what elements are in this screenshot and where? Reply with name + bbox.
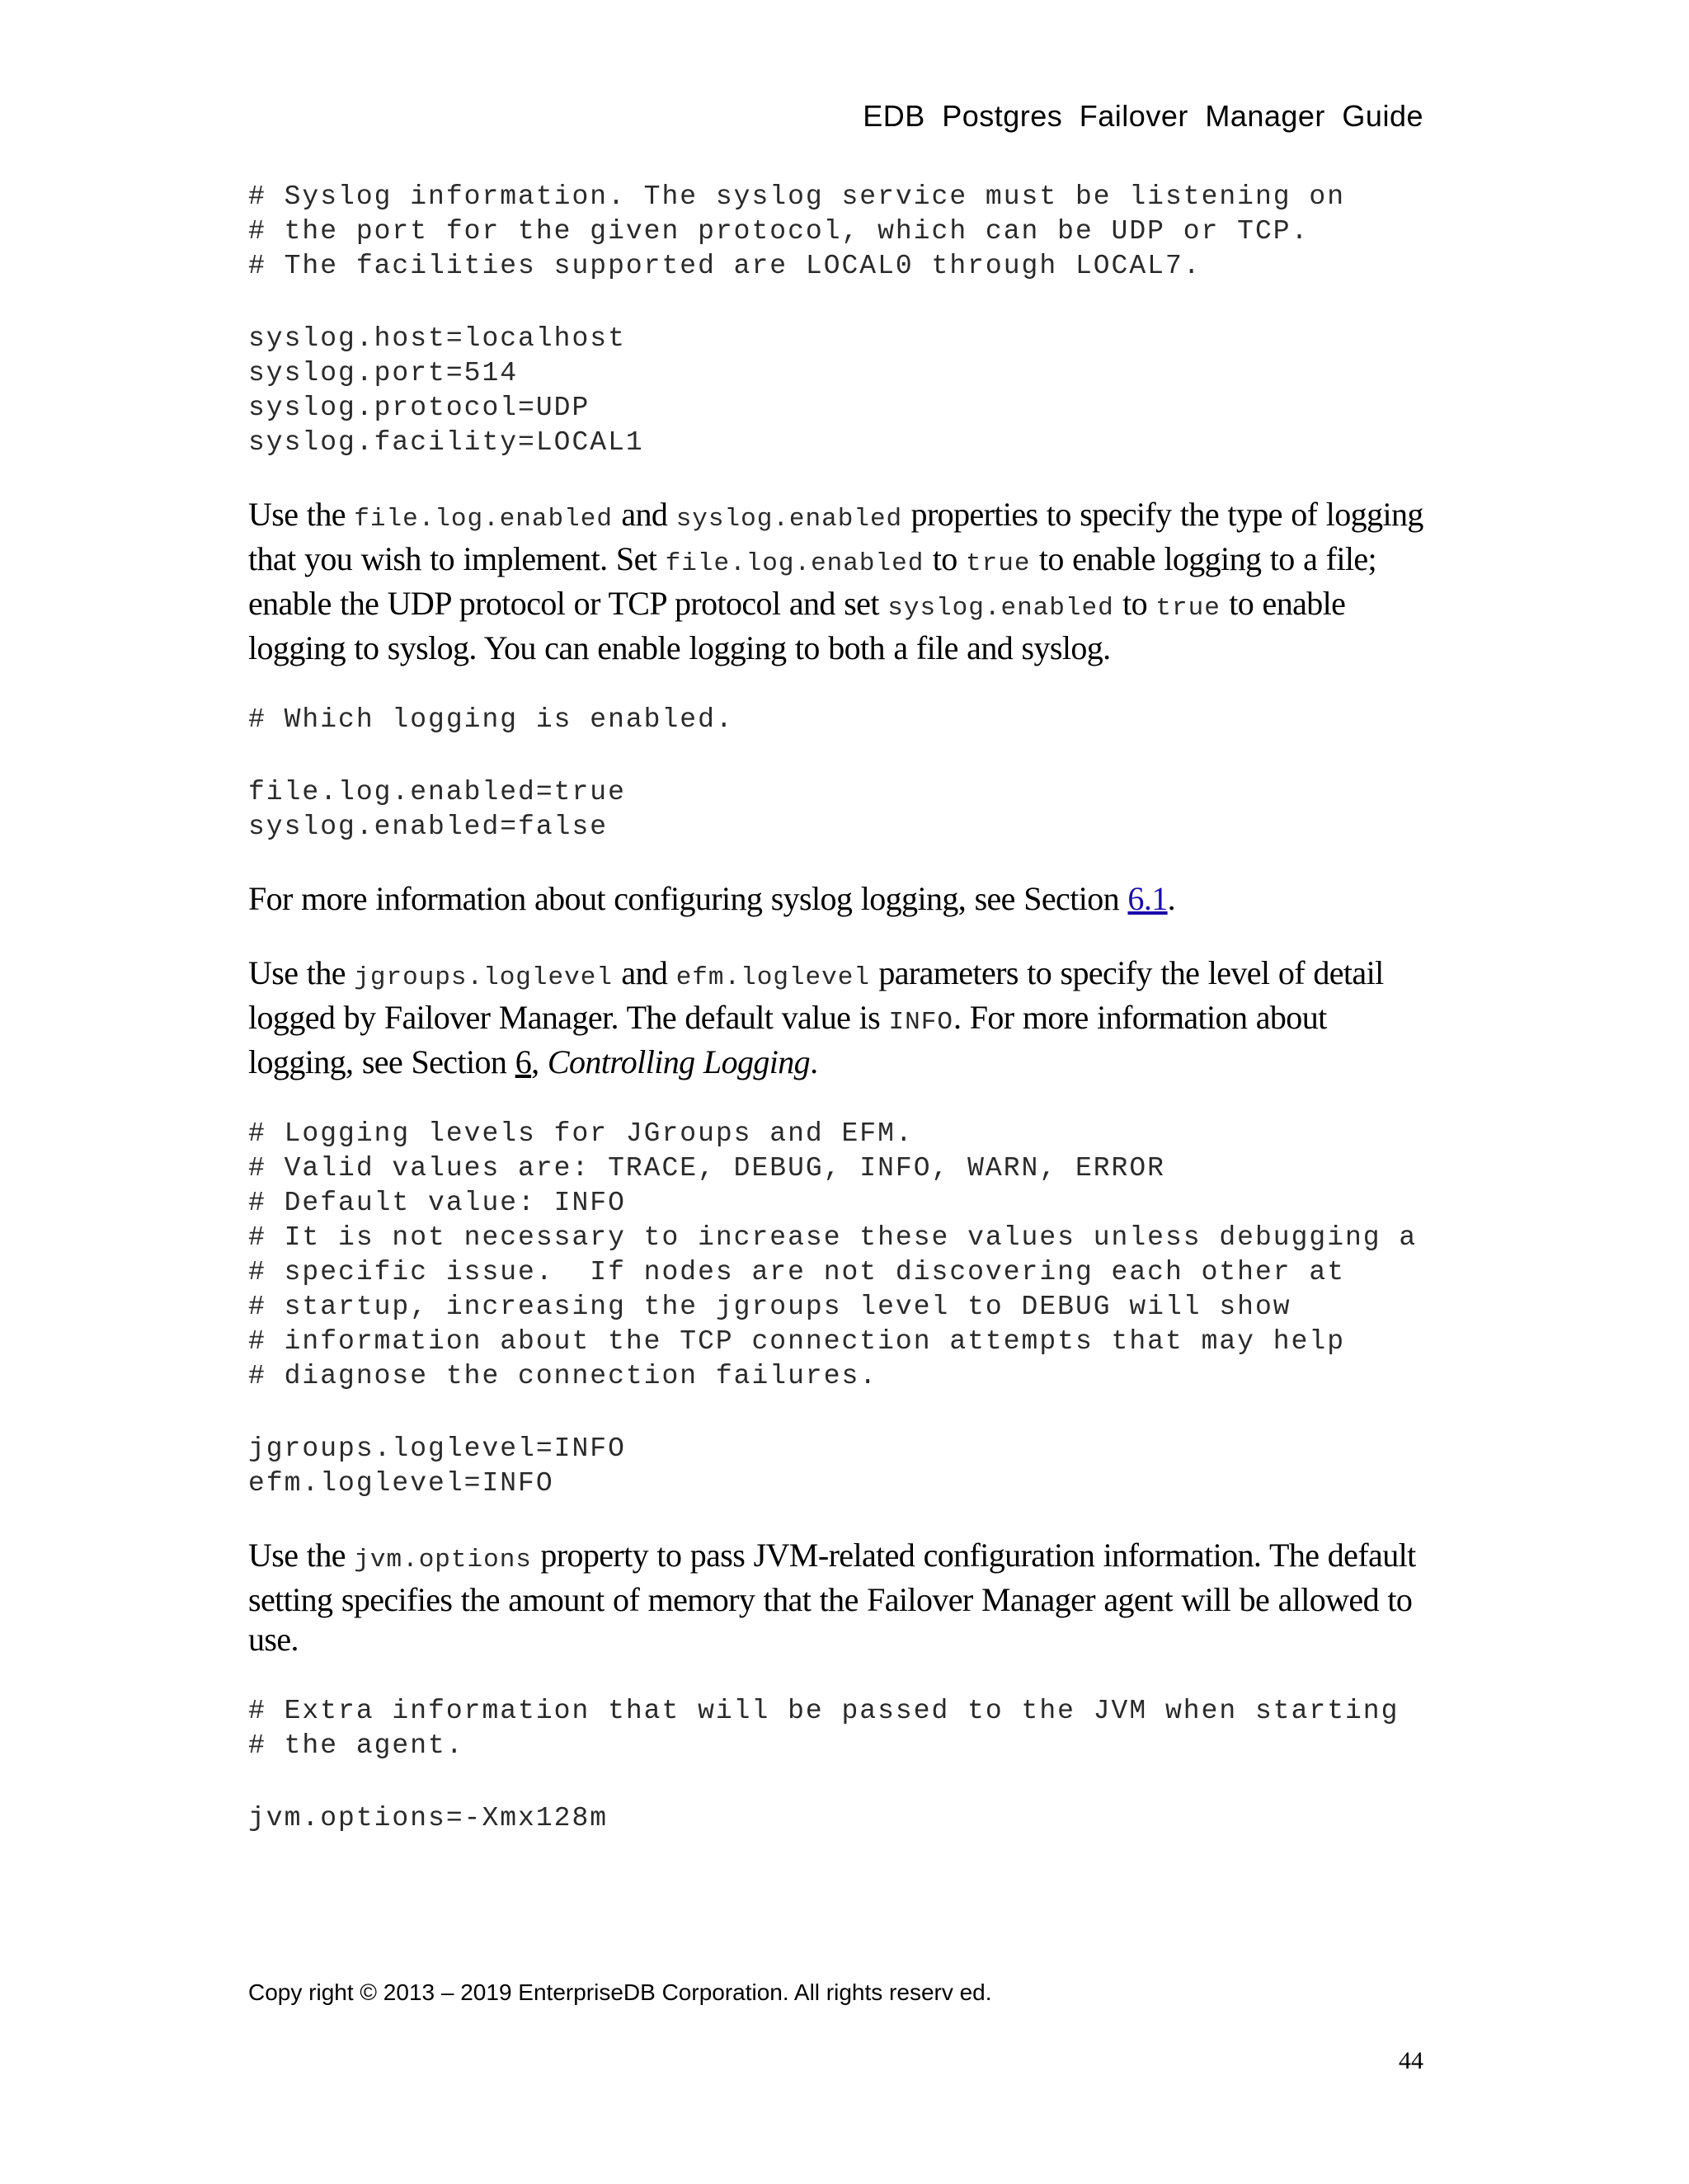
inline-code: syslog.enabled (675, 505, 903, 534)
text-run: . (1167, 880, 1176, 917)
page-header-title: EDB Postgres Failover Manager Guide (863, 99, 1423, 133)
page-body (248, 180, 1428, 1836)
page-number: 44 (1399, 2047, 1423, 2074)
text-run: Use the (248, 1537, 355, 1574)
text-run: to enable logging to a file; enable the UDP protocol or TCP protocol and set (248, 540, 1377, 622)
jvm-comment: # Extra information that will be passed to the JVM when starting # the agent. (248, 1696, 1400, 1761)
text-run: properties to specify the type of logging that you wish to implement. Set (248, 496, 1423, 577)
text-run: parameters to specify the level of detail logged by Failover Manager. The default value is (248, 954, 1384, 1036)
inline-code: true (966, 549, 1031, 578)
text-run: Use the (248, 496, 355, 533)
syslog-comment-block: # Syslog information. The syslog service must be listening on # the port for the given protocol, which can be UDP or TCP. # The facilities supported are LOCAL0 through LOCAL7. (248, 181, 1345, 281)
logging-enabled-properties: file.log.enabled=true syslog.enabled=false (248, 777, 626, 842)
syslog-section-reference (248, 879, 1428, 919)
log-level-paragraph (248, 953, 1428, 1082)
text-run: to (924, 540, 967, 577)
text-run: to enable logging to syslog. You can enable logging to both a file and syslog. (248, 585, 1346, 666)
copyright-footer: Copy right © 2013 – 2019 EnterpriseDB Corporation. All rights reserv ed. (248, 1979, 992, 2005)
logging-type-paragraph (248, 495, 1428, 668)
section-6-1-link[interactable]: 6.1 (1127, 880, 1168, 917)
inline-code: true (1155, 594, 1221, 623)
syslog-properties-block: syslog.host=localhost syslog.port=514 syslog.protocol=UDP syslog.facility=LOCAL1 (248, 323, 644, 458)
text-run: For more information about configuring syslog logging, see Section (248, 880, 1128, 917)
text-run: and (612, 496, 676, 533)
inline-code: INFO (888, 1008, 953, 1037)
loglevel-properties: jgroups.loglevel=INFO efm.loglevel=INFO (248, 1433, 626, 1499)
jvm-options-paragraph (248, 1536, 1428, 1659)
text-run: , (531, 1043, 548, 1080)
text-run: Use the (248, 954, 355, 991)
text-run: property to pass JVM-related configuration information. The default setting specifies the amount of memory that the Failover Manager agent will be allowed to use. (248, 1537, 1416, 1658)
inline-code: jvm.options (354, 1546, 532, 1574)
section-title-italic: Controlling Logging (547, 1043, 811, 1080)
jvm-properties: jvm.options=-Xmx128m (248, 1803, 609, 1833)
logging-levels-comment: # Logging levels for JGroups and EFM. # Valid values are: TRACE, DEBUG, INFO, WARN, ERROR # Default value: INFO # It is not necessary to increase these values unless debugging a # specific issue. If nodes are not discovering each other at # startup, increasing the jgroups level to DEBUG will show # information about the TCP connection attempts that may help # diagnose the connection failures. (248, 1118, 1418, 1391)
text-run: . (810, 1043, 818, 1080)
which-logging-comment: # Which logging is enabled. (248, 704, 734, 735)
inline-code: file.log.enabled (665, 549, 924, 578)
inline-code: syslog.enabled (887, 594, 1114, 623)
inline-code: file.log.enabled (354, 505, 613, 534)
text-run: and (612, 954, 676, 991)
text-run: . For more information about logging, see Section (248, 999, 1327, 1080)
text-run: to (1113, 585, 1156, 622)
inline-code: efm.loglevel (675, 963, 870, 992)
inline-code: jgroups.loglevel (354, 963, 613, 992)
section-6-link[interactable]: 6 (515, 1043, 532, 1080)
